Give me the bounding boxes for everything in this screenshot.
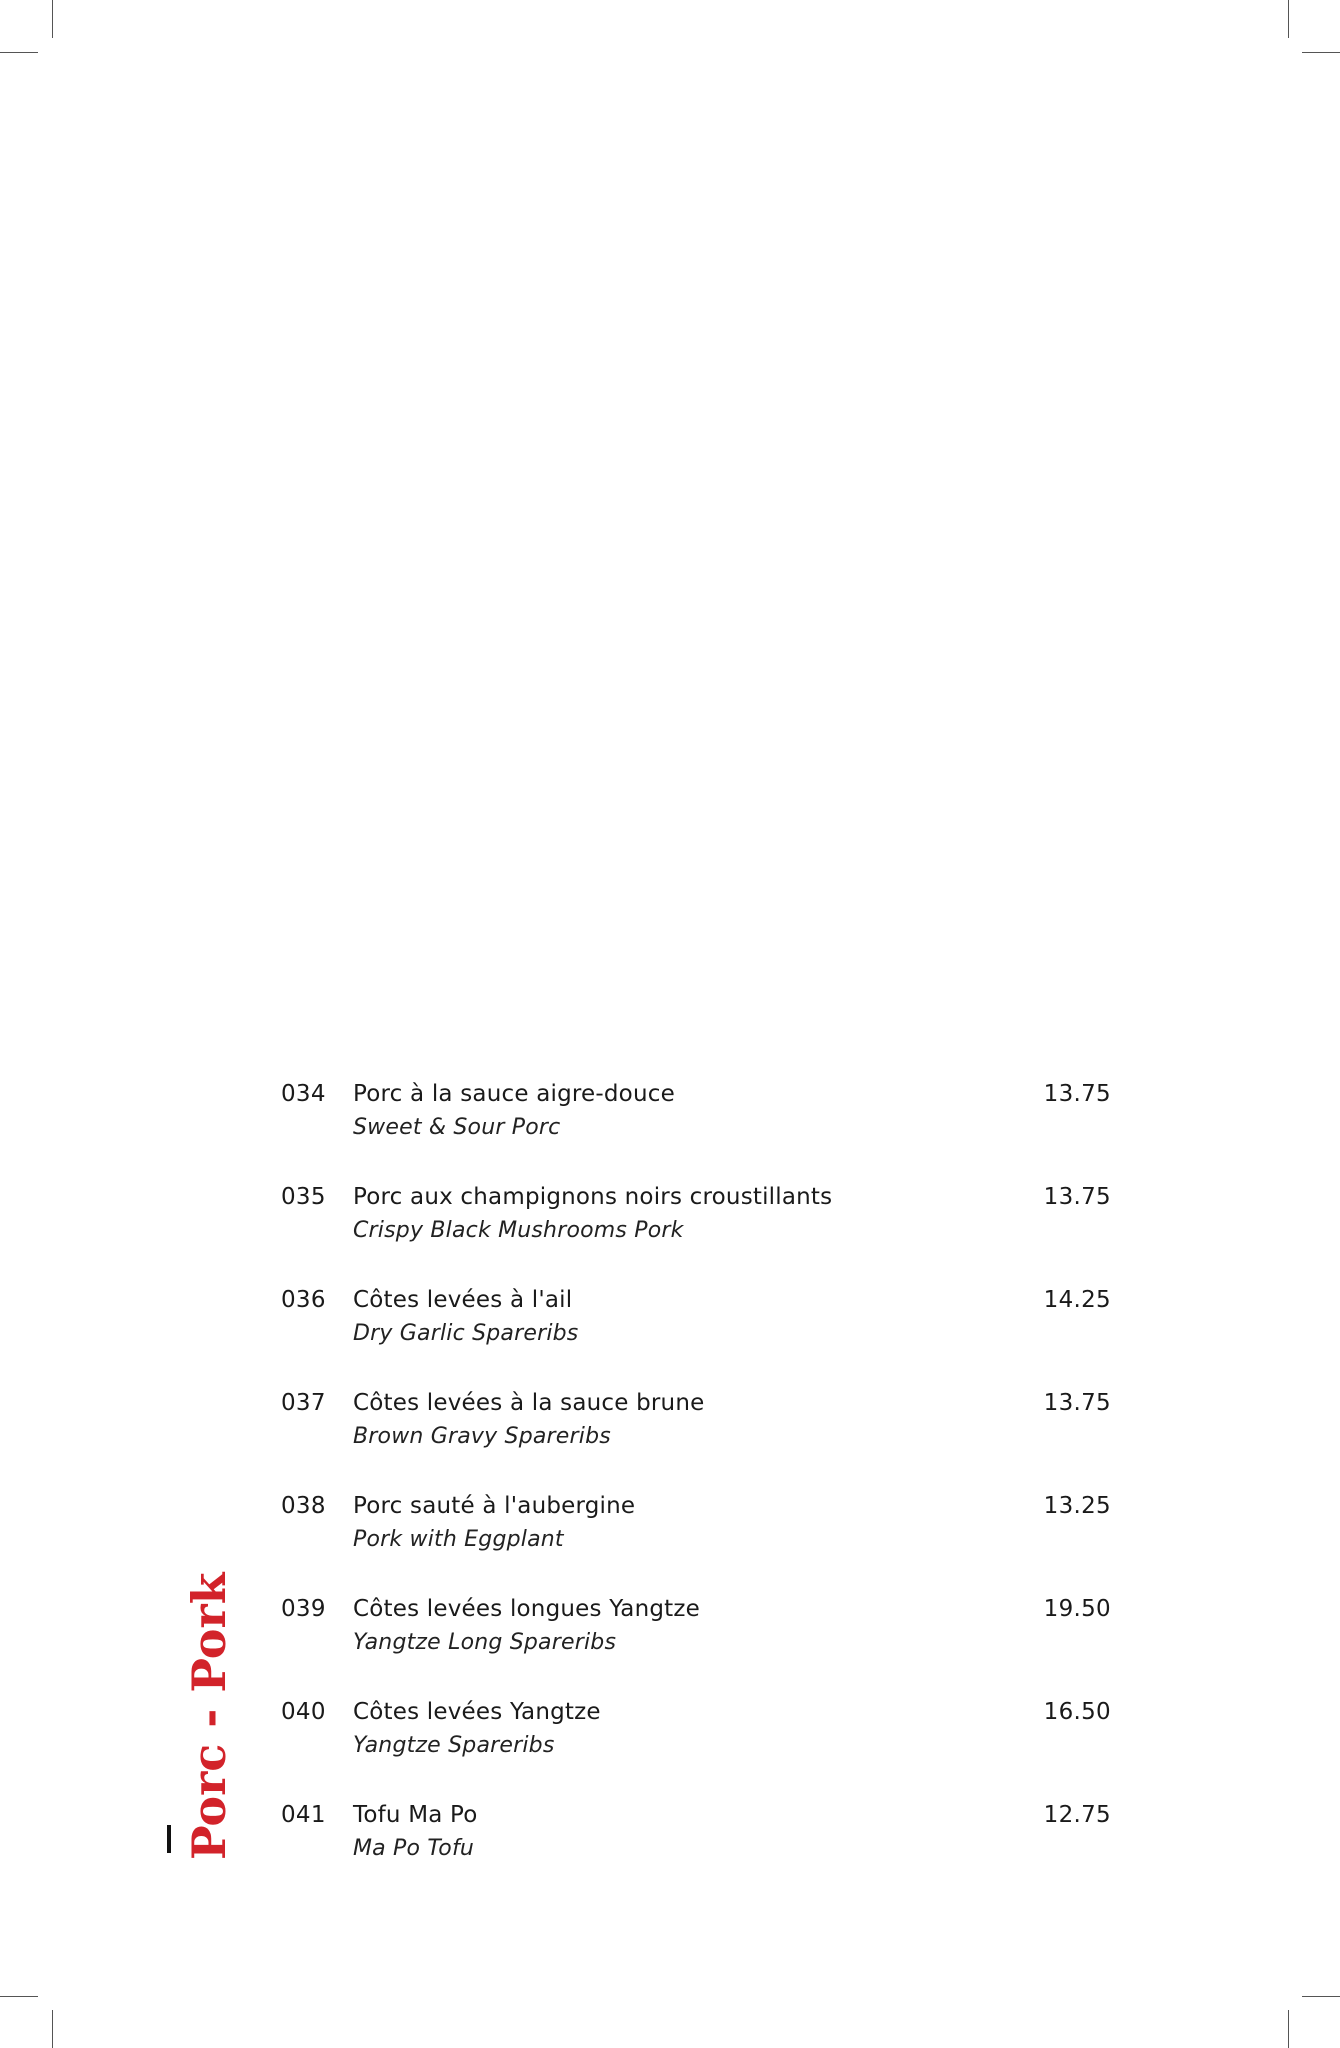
item-name-french: Porc aux champignons noirs croustillants (353, 1184, 833, 1210)
menu-item (281, 1800, 1111, 1903)
item-code: 038 (281, 1493, 326, 1519)
menu-item (281, 1285, 1111, 1388)
item-name-english: Dry Garlic Spareribs (353, 1321, 579, 1346)
item-name-french: Côtes levées Yangtze (353, 1699, 601, 1725)
menu-item (281, 1079, 1111, 1182)
menu-item (281, 1594, 1111, 1697)
item-price: 13.75 (1043, 1184, 1111, 1210)
item-code: 041 (281, 1802, 326, 1828)
item-name-english: Pork with Eggplant (353, 1527, 564, 1552)
item-name-french: Porc sauté à l'aubergine (353, 1493, 636, 1519)
section-marker-bar (167, 1825, 171, 1853)
item-name-english: Crispy Black Mushrooms Pork (353, 1218, 684, 1243)
item-name-french: Porc à la sauce aigre-douce (353, 1081, 675, 1107)
crop-mark-bottom-left-vertical (52, 2010, 53, 2048)
crop-mark-top-right-horizontal (1302, 52, 1340, 53)
item-price: 16.50 (1043, 1699, 1111, 1725)
item-price: 14.25 (1043, 1287, 1111, 1313)
item-name-english: Yangtze Spareribs (353, 1733, 555, 1758)
item-price: 13.75 (1043, 1081, 1111, 1107)
item-price: 19.50 (1043, 1596, 1111, 1622)
crop-mark-bottom-left-horizontal (0, 1996, 38, 1997)
menu-item (281, 1182, 1111, 1285)
item-price: 13.25 (1043, 1493, 1111, 1519)
item-code: 040 (281, 1699, 326, 1725)
menu-item (281, 1491, 1111, 1594)
item-code: 037 (281, 1390, 326, 1416)
item-price: 12.75 (1043, 1802, 1111, 1828)
item-code: 036 (281, 1287, 326, 1313)
item-price: 13.75 (1043, 1390, 1111, 1416)
crop-mark-bottom-right-vertical (1288, 2010, 1289, 2048)
item-code: 034 (281, 1081, 326, 1107)
menu-item (281, 1697, 1111, 1800)
crop-mark-top-left-vertical (52, 0, 53, 38)
item-code: 039 (281, 1596, 326, 1622)
item-code: 035 (281, 1184, 326, 1210)
item-name-french: Côtes levées à l'ail (353, 1287, 573, 1313)
item-name-english: Ma Po Tofu (353, 1836, 475, 1861)
item-name-french: Côtes levées à la sauce brune (353, 1390, 705, 1416)
item-name-english: Sweet & Sour Porc (353, 1115, 561, 1140)
section-title: Porc - Pork (182, 1572, 236, 1860)
crop-mark-bottom-right-horizontal (1302, 1996, 1340, 1997)
item-name-french: Tofu Ma Po (353, 1802, 478, 1828)
item-name-english: Brown Gravy Spareribs (353, 1424, 611, 1449)
crop-mark-top-right-vertical (1288, 0, 1289, 38)
menu-list (281, 1079, 1111, 1903)
item-name-english: Yangtze Long Spareribs (353, 1630, 617, 1655)
item-name-french: Côtes levées longues Yangtze (353, 1596, 700, 1622)
menu-item (281, 1388, 1111, 1491)
crop-mark-top-left-horizontal (0, 52, 38, 53)
